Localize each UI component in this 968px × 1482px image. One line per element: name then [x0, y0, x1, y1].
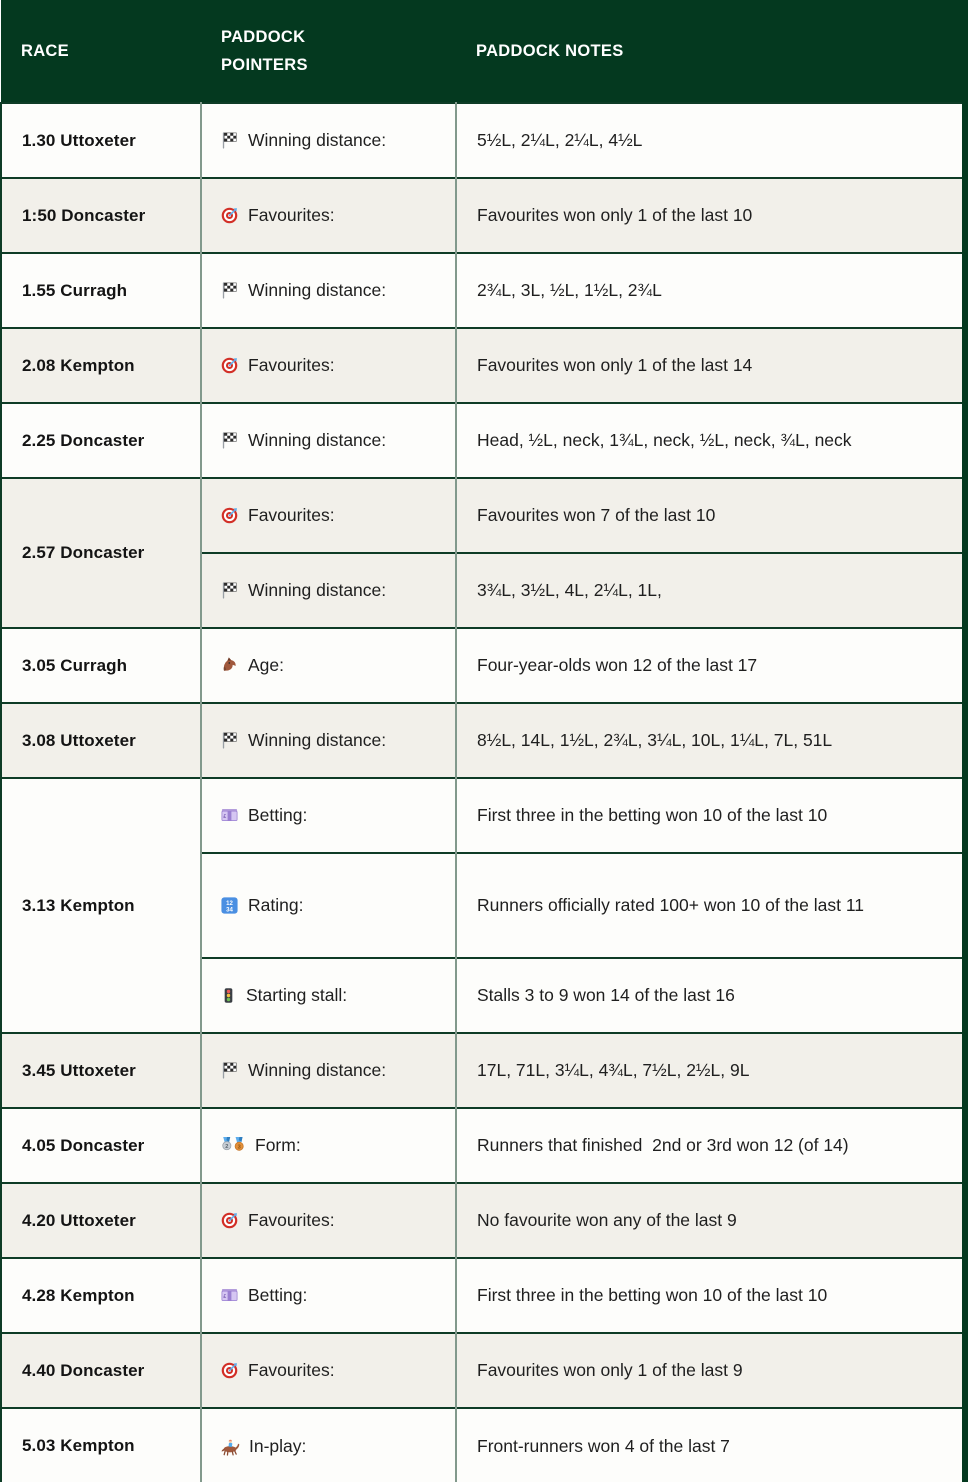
pointer-cell	[201, 328, 456, 403]
race-cell	[1, 628, 201, 703]
race-cell	[1, 1108, 201, 1183]
notes-cell	[456, 853, 963, 958]
race-label: 4.05 Doncaster	[22, 1135, 145, 1155]
race-cell	[1, 253, 201, 328]
notes-cell	[456, 103, 963, 178]
race-label: 2.57 Doncaster	[22, 543, 145, 562]
pointer-cell	[201, 1333, 456, 1408]
note-text: No favourite won any of the last 9	[477, 1210, 737, 1231]
race-label: 4.20 Uttoxeter	[22, 1210, 136, 1230]
pointer-label: Winning distance:	[248, 730, 387, 750]
pointer-cell	[201, 1258, 456, 1333]
note-text: 17L, 71L, 3¼L, 4¾L, 7½L, 2½L, 9L	[477, 1060, 750, 1081]
table-row	[1, 178, 963, 253]
pointer-label: Favourites:	[248, 1360, 335, 1380]
table-row	[1, 1258, 963, 1333]
column-header-paddock-pointers-label: PADDOCK POINTERS	[221, 27, 308, 74]
race-label: 5.03 Kempton	[22, 1436, 135, 1455]
note-text: Favourites won 7 of the last 10	[477, 505, 716, 526]
notes-cell	[456, 1108, 963, 1183]
svg-text:3: 3	[237, 1144, 241, 1151]
pointer-label: Favourites:	[248, 505, 335, 525]
pointer-cell	[201, 403, 456, 478]
race-cell	[1, 1183, 201, 1258]
traffic-light-icon	[220, 986, 237, 1005]
notes-cell	[456, 328, 963, 403]
race-cell	[1, 403, 201, 478]
pointer-label: Winning distance:	[248, 1060, 387, 1080]
table-body	[1, 103, 963, 1482]
note-text: Runners officially rated 100+ won 10 of the last 11	[477, 895, 865, 916]
column-header-paddock-notes	[456, 0, 963, 103]
note-text: Runners that finished 2nd or 3rd won 12 (of 14)	[477, 1135, 849, 1156]
column-header-paddock-notes-label: PADDOCK NOTES	[476, 41, 624, 60]
pointer-label: Favourites:	[248, 1210, 335, 1230]
race-cell	[1, 328, 201, 403]
pointer-label: Starting stall:	[246, 985, 348, 1005]
svg-text:£: £	[223, 813, 227, 820]
notes-cell	[456, 1258, 963, 1333]
table-row	[1, 478, 963, 553]
race-cell	[1, 1408, 201, 1482]
table-row	[1, 103, 963, 178]
note-text: 5½L, 2¼L, 2¼L, 4½L	[477, 130, 643, 151]
pointer-cell	[201, 853, 456, 958]
note-text: Four-year-olds won 12 of the last 17	[477, 655, 758, 676]
table-row	[1, 1033, 963, 1108]
svg-text:34: 34	[226, 906, 233, 914]
race-label: 1.55 Curragh	[22, 280, 128, 300]
numbers-icon	[220, 896, 239, 915]
chequered-flag-icon	[220, 581, 239, 600]
pointer-label: Winning distance:	[248, 580, 387, 600]
race-label: 2.25 Doncaster	[22, 430, 145, 450]
target-icon	[220, 356, 239, 375]
race-cell	[1, 1258, 201, 1333]
notes-cell	[456, 1033, 963, 1108]
table-row	[1, 253, 963, 328]
notes-cell	[456, 1333, 963, 1408]
pointer-cell	[201, 253, 456, 328]
pointer-cell	[201, 1033, 456, 1108]
note-text: 8½L, 14L, 1½L, 2¾L, 3¼L, 10L, 1¼L, 7L, 51L	[477, 730, 833, 751]
svg-text:12: 12	[226, 899, 233, 907]
column-header-race	[1, 0, 201, 103]
horse-face-icon	[220, 656, 239, 675]
notes-cell	[456, 403, 963, 478]
chequered-flag-icon	[220, 731, 239, 750]
race-cell	[1, 703, 201, 778]
race-cell	[1, 1333, 201, 1408]
pointer-label: Favourites:	[248, 205, 335, 225]
banknotes-icon	[220, 1286, 239, 1305]
chequered-flag-icon	[220, 431, 239, 450]
table-row	[1, 1408, 963, 1482]
table-row	[1, 328, 963, 403]
table-row	[1, 703, 963, 778]
race-label: 1:50 Doncaster	[22, 205, 146, 225]
note-text: Favourites won only 1 of the last 10	[477, 205, 753, 226]
pointer-label: In-play:	[249, 1435, 307, 1456]
pointer-label: Winning distance:	[248, 430, 387, 450]
chequered-flag-icon	[220, 131, 239, 150]
race-label: 3.45 Uttoxeter	[22, 1060, 136, 1080]
race-label: 3.08 Uttoxeter	[22, 730, 136, 750]
pointer-label: Form:	[255, 1135, 301, 1155]
table-row	[1, 778, 963, 853]
race-cell	[1, 103, 201, 178]
race-cell	[1, 478, 201, 628]
target-icon	[220, 206, 239, 225]
note-text: Stalls 3 to 9 won 14 of the last 16	[477, 985, 735, 1006]
note-text: First three in the betting won 10 of the last 10	[477, 1285, 828, 1306]
table-row	[1, 1333, 963, 1408]
pointer-cell	[201, 103, 456, 178]
notes-cell	[456, 628, 963, 703]
race-label: 3.13 Kempton	[22, 895, 135, 915]
pointer-cell	[201, 1108, 456, 1183]
header-row	[1, 0, 963, 103]
target-icon	[220, 506, 239, 525]
table-row	[1, 628, 963, 703]
race-label: 4.28 Kempton	[22, 1285, 135, 1305]
pointer-cell	[201, 178, 456, 253]
notes-cell	[456, 553, 963, 628]
race-label: 4.40 Doncaster	[22, 1360, 145, 1380]
notes-cell	[456, 778, 963, 853]
medals-icon	[220, 1136, 246, 1155]
race-label: 3.05 Curragh	[22, 655, 128, 675]
pointer-cell	[201, 1408, 456, 1482]
pointer-cell	[201, 553, 456, 628]
target-icon	[220, 1211, 239, 1230]
svg-text:2: 2	[225, 1143, 229, 1150]
column-header-race-label: RACE	[21, 41, 69, 60]
target-icon	[220, 1361, 239, 1380]
note-text: Favourites won only 1 of the last 14	[477, 355, 753, 376]
banknotes-icon	[220, 806, 239, 825]
notes-cell	[456, 703, 963, 778]
horse-racing-icon	[220, 1437, 240, 1456]
chequered-flag-icon	[220, 281, 239, 300]
notes-cell	[456, 478, 963, 553]
note-text: Head, ½L, neck, 1¾L, neck, ½L, neck, ¾L, neck	[477, 430, 852, 451]
table-header	[1, 0, 963, 103]
race-cell	[1, 178, 201, 253]
pointer-label: Betting:	[248, 1285, 308, 1305]
note-text: Front-runners won 4 of the last 7	[477, 1435, 730, 1456]
note-text: Favourites won only 1 of the last 9	[477, 1360, 743, 1381]
pointer-label: Rating:	[248, 895, 304, 915]
svg-text:£: £	[223, 1293, 227, 1300]
notes-cell	[456, 958, 963, 1033]
notes-cell	[456, 1183, 963, 1258]
pointer-cell	[201, 958, 456, 1033]
pointer-label: Favourites:	[248, 355, 335, 375]
pointer-cell	[201, 1183, 456, 1258]
notes-cell	[456, 178, 963, 253]
race-cell	[1, 778, 201, 1033]
pointer-cell	[201, 778, 456, 853]
note-text: 3¾L, 3½L, 4L, 2¼L, 1L,	[477, 580, 662, 601]
notes-cell	[456, 253, 963, 328]
table-row	[1, 1183, 963, 1258]
pointer-cell	[201, 703, 456, 778]
race-cell	[1, 1033, 201, 1108]
pointer-label: Winning distance:	[248, 280, 387, 300]
chequered-flag-icon	[220, 1061, 239, 1080]
table-row	[1, 1108, 963, 1183]
note-text: 2¾L, 3L, ½L, 1½L, 2¾L	[477, 280, 662, 301]
race-label: 2.08 Kempton	[22, 355, 135, 375]
table-row	[1, 403, 963, 478]
pointer-label: Age:	[248, 655, 284, 675]
pointer-label: Winning distance:	[248, 130, 387, 150]
pointer-cell	[201, 478, 456, 553]
pointer-cell	[201, 628, 456, 703]
note-text: First three in the betting won 10 of the last 10	[477, 805, 828, 826]
race-label: 1.30 Uttoxeter	[22, 130, 136, 150]
notes-cell	[456, 1408, 963, 1482]
column-header-paddock-pointers	[201, 0, 456, 103]
pointer-label: Betting:	[248, 805, 308, 825]
